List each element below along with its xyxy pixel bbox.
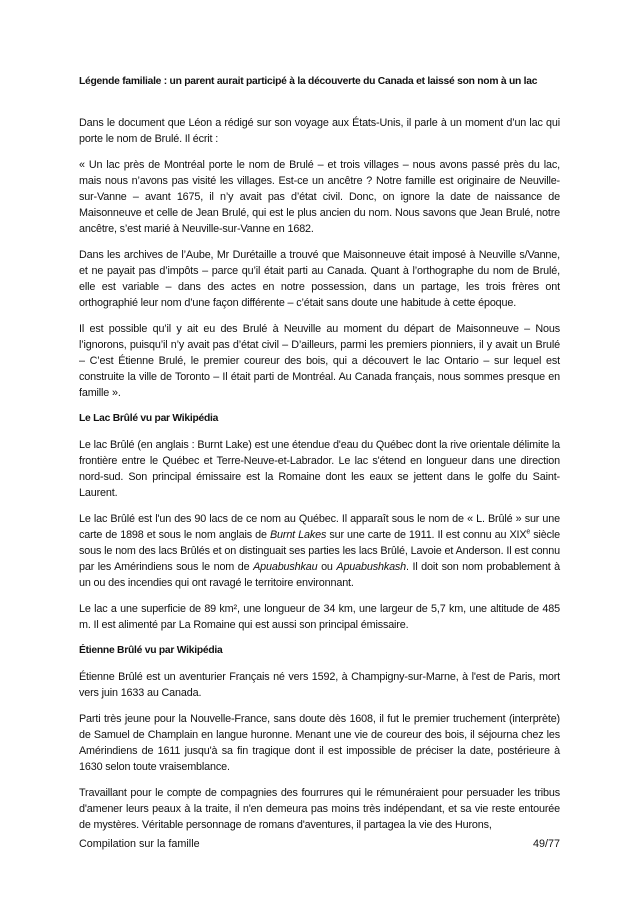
- lac-paragraph-2: [79, 511, 560, 591]
- lac-paragraph-1: Le lac Brûlé (en anglais : Burnt Lake) est une étendue d'eau du Québec dont la rive orientale délimite la frontière entre le Québec et Terre-Neuve-et-Labrador. Le lac s'étend en longueur dans une direction nord-sud. Son principal émissaire est la Romaine dont les eaux se jettent dans le golfe du Saint-Laurent.: [79, 439, 560, 499]
- etienne-paragraph-3: Travaillant pour le compte de compagnies des fourrures qui le rémunéraient pour persuader les tribus d'amener leurs peaux à la traite, il n'en demeura pas moins très indépendant, et sa vie reste entourée de mystères. Véritable personnage de romans d'aventures, il partagea la vie des Hurons,: [79, 787, 560, 831]
- footer-title: Compilation sur la famille: [79, 838, 200, 850]
- emphasis-apuabushkau: Apuabushkau: [253, 561, 318, 573]
- page-title: Légende familiale : un parent aurait participé à la découverte du Canada et laissé son nom à un lac: [79, 76, 538, 87]
- etienne-paragraph-1: Étienne Brûlé est un aventurier Français né vers 1592, à Champigny-sur-Marne, à l'est de Paris, mort vers juin 1633 au Canada.: [79, 671, 560, 699]
- text-run: sur une carte de 1911. Il est connu au XIX: [326, 529, 527, 541]
- lac-paragraph-3: Le lac a une superficie de 89 km², une longueur de 34 km, une largeur de 5,7 km, une altitude de 485 m. Il est alimenté par La Romaine qui est aussi son principal émissaire.: [79, 603, 560, 631]
- section-heading-etienne: Étienne Brûlé vu par Wikipédia: [79, 645, 223, 656]
- emphasis-burnt-lakes: Burnt Lakes: [269, 529, 327, 541]
- quote-paragraph-3: Il est possible qu’il y ait eu des Brulé à Neuville au moment du départ de Maisonneuve – Nous l’ignorons, puisqu’il n’y avait pas d’état civil – D’ailleurs, parmi les premiers pionniers, il y avait un Brulé – C’est Étienne Brulé, le premier coureur des bois, qui a découvert le lac Ontario – sur lequel est construite la ville de Toronto – Il était parti de Montréal. Au Canada français, nous sommes presque en famille ».: [79, 323, 560, 399]
- text-run: . Il doit son nom probablement à un ou des incendies qui ont ravagé le territoire environnant.: [79, 561, 560, 589]
- intro-paragraph: Dans le document que Léon a rédigé sur son voyage aux États-Unis, il parle à un moment d’un lac qui porte le nom de Brulé. Il écrit :: [79, 117, 560, 145]
- superscript: e: [526, 528, 531, 536]
- text-run: Le lac Brûlé est l'un des 90 lacs de ce nom au Québec. Il apparaît sous le nom de « L. Brûlé » sur une carte de 1898 et sous le nom anglais de: [79, 513, 560, 541]
- text-run: siècle sous le nom des lacs Brûlés et on distinguait ses parties les lacs Brûlé, Lavoie et Anderson. Il est connu par les Amérindiens sous le nom de: [79, 529, 561, 573]
- quote-paragraph-1: « Un lac près de Montréal porte le nom de Brulé – et trois villages – nous avons passé près du lac, mais nous n’avons pas visité les villages. Est-ce un ancêtre ? Notre famille est originaire de Neuville-sur-Vanne – avant 1675, il n’y avait pas d’état civil. Donc, on ignore la date de naissance de Maisonneuve et celle de Jean Brulé, qui est le plus ancien du nom. Nous savons que Jean Brulé, notre ancêtre, s’est marié à Neuville-sur-Vanne en 1682.: [79, 159, 560, 235]
- emphasis-apuabushkash: Apuabushkash: [336, 561, 407, 573]
- text-run: ou: [317, 561, 337, 573]
- etienne-paragraph-2: Parti très jeune pour la Nouvelle-France, sans doute dès 1608, il fut le premier truchement (interprète) de Samuel de Champlain en langue huronne. Menant une vie de coureur des bois, il séjourna chez les Amérindiens de 1611 jusqu'à sa fin tragique dont il est impossible de préciser la date, postérieure à 1630 selon toute vraisemblance.: [79, 713, 560, 773]
- quote-paragraph-2: Dans les archives de l’Aube, Mr Durétaille a trouvé que Maisonneuve était imposé à Neuville s/Vanne, et ne payait pas d’impôts – parce qu’il était parti au Canada. Quant à l’orthographe du nom de Brulé, elle est variable – dans des actes en notre possession, dans un partage, les trois frères ont orthographié leur nom d’une façon différente – c’était sans doute une habitude à cette époque.: [79, 249, 560, 309]
- page-number: 49/77: [532, 838, 560, 850]
- section-heading-lac: Le Lac Brûlé vu par Wikipédia: [79, 413, 219, 424]
- page-footer: [79, 838, 560, 850]
